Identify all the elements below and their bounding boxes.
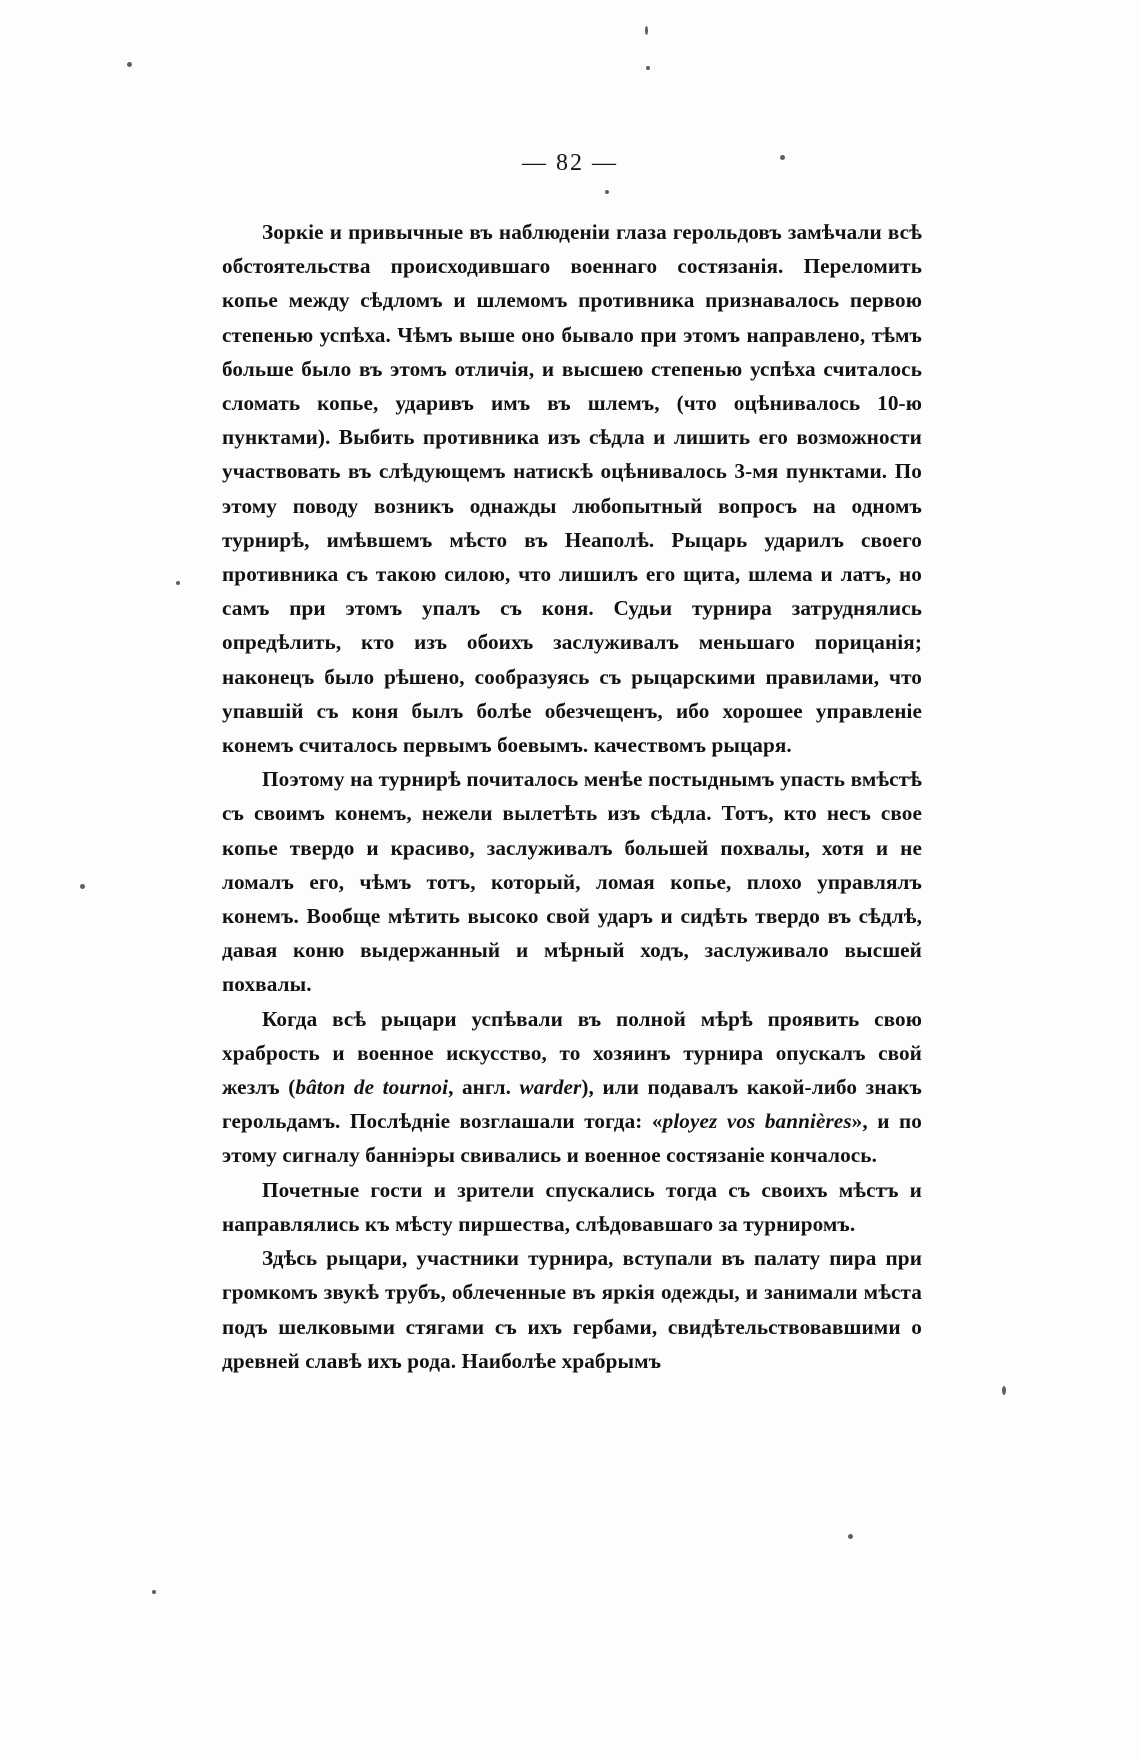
scan-speck bbox=[646, 66, 650, 70]
paragraph-1: Зоркіе и привычные въ наблюденіи глаза герольдовъ замѣчали всѣ обстоятельства происходившаго военнаго состязанія. Переломить копье между сѣдломъ и шлемомъ противника признавалось первою степенью успѣха. Чѣмъ выше оно бывало при этомъ направлено, тѣмъ больше было въ этомъ отличія, и высшею степенью успѣха считалось сломать копье, ударивъ имъ въ шлемъ, (что оцѣнивалось 10-ю пунктами). Выбить противника изъ сѣдла и лишить его возможности участвовать въ слѣдующемъ натискѣ оцѣнивалось 3-мя пунктами. По этому поводу возникъ однажды любопытный вопросъ на одномъ турнирѣ, имѣвшемъ мѣсто въ Неаполѣ. Рыцарь ударилъ своего противника съ такою силою, что лишилъ его щита, шлема и латъ, но самъ при этомъ упалъ съ коня. Судьи турнира затруднялись опредѣлить, кто изъ обоихъ заслуживалъ меньшаго порицанія; наконецъ было рѣшено, сообразуясь съ рыцарскими правилами, что упавшій съ коня былъ болѣе обезчещенъ, ибо хорошее управленіе конемъ считалось первымъ боевымъ. качествомъ рыцаря. bbox=[222, 220, 922, 758]
paragraph-3-seg-7: », и по этому сигналу банніэры свивались и военное состязаніе кончалось. bbox=[222, 1109, 922, 1168]
paragraph-4: Почетные гости и зрители спускались тогда съ своихъ мѣстъ и направлялись къ мѣсту пиршества, слѣдовавшаго за турниромъ. bbox=[222, 1177, 922, 1236]
paragraph-2: Поэтому на турнирѣ почиталось менѣе постыднымъ упасть вмѣстѣ съ своимъ конемъ, нежели вылетѣть изъ сѣдла. Тотъ, кто несъ свое копье твердо и красиво, заслуживалъ большей похвалы, хотя и не ломалъ его, чѣмъ тотъ, который, ломая копье, плохо управлялъ конемъ. Вообще мѣтить высоко свой ударъ и сидѣть твердо въ сѣдлѣ, давая коню выдержанный и мѣрный ходъ, заслуживало высшей похвалы. bbox=[222, 767, 922, 997]
scan-speck bbox=[80, 884, 85, 889]
scan-speck bbox=[152, 1590, 156, 1594]
scan-speck bbox=[1002, 1386, 1006, 1395]
paragraph-5: Здѣсь рыцари, участники турнира, вступали въ палату пира при громкомъ звукѣ трубъ, облеченные въ яркія одежды, и занимали мѣста подъ шелковыми стягами съ ихъ гербами, свидѣтельствовавшими о древней славѣ ихъ рода. Наиболѣе храбрымъ bbox=[222, 1246, 922, 1373]
foreign-term-ployez-vos-bannieres: ployez vos bannières bbox=[662, 1109, 852, 1134]
paragraph-3-seg-3: , англ. bbox=[448, 1075, 520, 1100]
scan-speck bbox=[176, 581, 180, 585]
foreign-term-baton-de-tournoi: bâton de tournoi bbox=[295, 1075, 449, 1100]
scan-speck bbox=[645, 26, 648, 35]
page-body bbox=[222, 215, 922, 1378]
paragraph-3 bbox=[222, 1002, 922, 1173]
foreign-term-warder: warder bbox=[519, 1075, 582, 1100]
page-number: — 82 — bbox=[522, 150, 618, 176]
paragraph-3-seg-1: Когда всѣ рыцари успѣвали въ полной мѣрѣ проявить свою храбрость и военное искусство, то хозяинъ турнира опускалъ свой жезлъ ( bbox=[222, 1006, 922, 1100]
paragraph-3-seg-5: ), или подавалъ какой-либо знакъ герольдамъ. Послѣдніе возглашали тогда: « bbox=[222, 1075, 922, 1134]
scan-speck bbox=[848, 1534, 853, 1539]
scan-speck bbox=[605, 190, 609, 194]
scan-speck bbox=[127, 62, 132, 67]
